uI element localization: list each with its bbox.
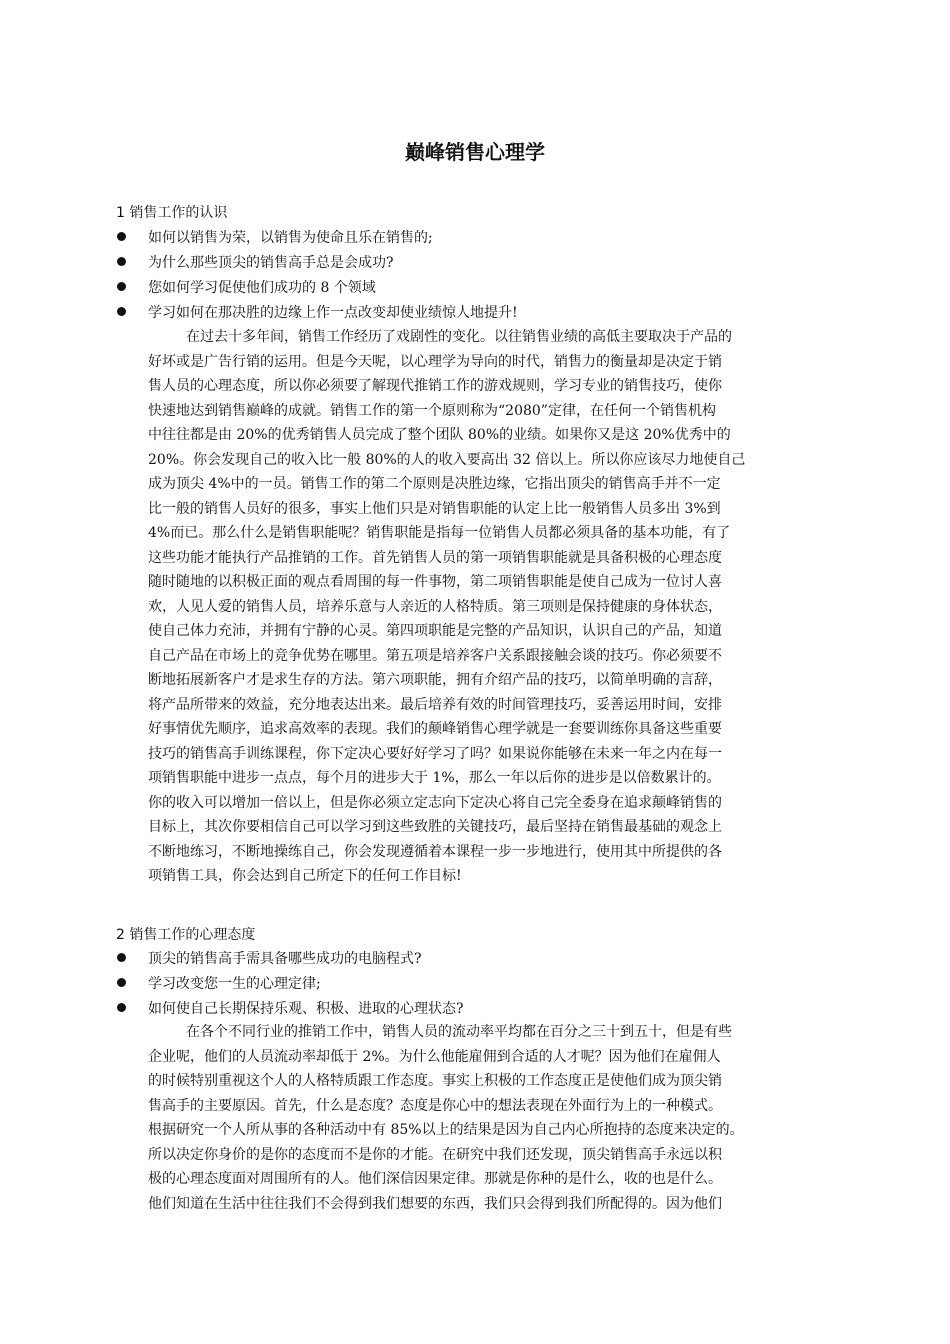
paragraph-line: 自己产品在市场上的竞争优势在哪里。第五项是培养客户关系跟接触会谈的技巧。你必须要不 — [148, 647, 722, 664]
bullet-item — [116, 249, 518, 274]
section-2-bullet-list — [116, 945, 464, 1020]
paragraph-line: 极的心理态度面对周围所有的人。他们深信因果定律。那就是你种的是什么，收的也是什么。 — [148, 1171, 722, 1187]
paragraph-line: 好坏或是广告行销的运用。但是今天呢，以心理学为导向的时代，销售力的衡量却是决定于销 — [148, 353, 722, 370]
paragraph-line: 你的收入可以增加一倍以上，但是你必须立定志向下定决心将自己完全委身在追求颠峰销售的 — [148, 794, 722, 811]
bullet-icon — [117, 307, 126, 316]
paragraph-line: 欢，人见人爱的销售人员，培养乐意与人亲近的人格特质。第三项则是保持健康的身体状态， — [148, 598, 722, 615]
paragraph-line: 的时候特别重视这个人的人格特质跟工作态度。事实上积极的工作态度正是使他们成为顶尖销 — [148, 1073, 722, 1089]
section-1-paragraph — [148, 325, 745, 889]
paragraph-line: 比一般的销售人员好的很多，事实上他们只是对销售职能的认定上比一般销售人员多出 3%到 — [148, 500, 721, 517]
bullet-icon — [117, 1003, 126, 1012]
paragraph-line: 技巧的销售高手训练课程，你下定决心要好好学习了吗？如果说你能够在未来一年之内在每一 — [148, 745, 722, 762]
paragraph-line: 不断地练习，不断地操练自己，你会发现遵循着本课程一步一步地进行，使用其中所提供的各 — [148, 843, 722, 860]
section-1-heading: 1 销售工作的认识 — [116, 205, 228, 221]
paragraph-line: 快速地达到销售巅峰的成就。销售工作的第一个原则称为“2080”定律，在任何一个销售机构 — [148, 402, 716, 419]
paragraph-line: 好事情优先顺序，追求高效率的表现。我们的颠峰销售心理学就是一套要训练你具备这些重要 — [148, 721, 722, 737]
bullet-item — [116, 274, 518, 299]
paragraph-line: 随时随地的以积极正面的观点看周围的每一件事物，第二项销售职能是使自己成为一位讨人喜 — [148, 574, 722, 590]
bullet-item — [116, 970, 464, 995]
paragraph-line: 售人员的心理态度，所以你必须要了解现代推销工作的游戏规则，学习专业的销售技巧，使你 — [148, 378, 722, 394]
paragraph-line: 使自己体力充沛，并拥有宁静的心灵。第四项职能是完整的产品知识，认识自己的产品，知道 — [148, 623, 722, 639]
bullet-text: 学习如何在那决胜的边缘上作一点改变却使业绩惊人地提升! — [148, 304, 518, 321]
bullet-icon — [117, 282, 126, 291]
paragraph-line: 根据研究一个人所从事的各种活动中有 85%以上的结果是因为自己内心所抱持的态度来决定的。 — [148, 1122, 744, 1138]
bullet-item — [116, 299, 518, 324]
bullet-text: 顶尖的销售高手需具备哪些成功的电脑程式? — [148, 950, 422, 967]
paragraph-line: 售高手的主要原因。首先，什么是态度？态度是你心中的想法表现在外面行为上的一种模式。 — [148, 1097, 722, 1114]
paragraph-line: 中往往都是由 20%的优秀销售人员完成了整个团队 80%的业绩。如果你又是这 20%优秀中的 — [148, 427, 731, 443]
bullet-icon — [117, 978, 126, 987]
section-2-heading: 2 销售工作的心理态度 — [116, 927, 256, 943]
paragraph-line: 所以决定你身价的是你的态度而不是你的才能。在研究中我们还发现，顶尖销售高手永远以积 — [148, 1146, 722, 1163]
paragraph-line: 企业呢，他们的人员流动率却低于 2%。为什么他能雇佣到合适的人才呢？因为他们在雇佣人 — [148, 1048, 721, 1065]
section-1-bullet-list — [116, 224, 518, 324]
paragraph-line: 他们知道在生活中往往我们不会得到我们想要的东西，我们只会得到我们所配得的。因为他们 — [148, 1195, 722, 1212]
bullet-item — [116, 224, 518, 249]
bullet-text: 您如何学习促使他们成功的 8 个领域 — [148, 279, 376, 296]
bullet-icon — [117, 953, 126, 962]
paragraph-line: 在各个不同行业的推销工作中，销售人员的流动率平均都在百分之三十到五十，但是有些 — [186, 1024, 732, 1040]
paragraph-line: 20%。你会发现自己的收入比一般 80%的人的收入要高出 32 倍以上。所以你应该尽力地使自己 — [148, 451, 746, 468]
paragraph-line: 项销售职能中进步一点点，每个月的进步大于 1%，那么一年以后你的进步是以倍数累计的。 — [148, 770, 721, 786]
bullet-text: 如何以销售为荣，以销售为使命且乐在销售的; — [148, 229, 433, 246]
paragraph-line: 项销售工具，你会达到自己所定下的任何工作目标! — [148, 868, 462, 884]
document-title: 巅峰销售心理学 — [405, 140, 545, 164]
bullet-text: 为什么那些顶尖的销售高手总是会成功? — [148, 254, 394, 271]
paragraph-line: 目标上，其次你要相信自己可以学习到这些致胜的关键技巧，最后坚持在销售最基础的观念上 — [148, 819, 722, 835]
bullet-item — [116, 945, 464, 970]
bullet-item — [116, 995, 464, 1020]
paragraph-line: 这些功能才能执行产品推销的工作。首先销售人员的第一项销售职能就是具备积极的心理态度 — [148, 549, 722, 566]
bullet-text: 学习改变您一生的心理定律; — [148, 975, 321, 992]
paragraph-line: 在过去十多年间，销售工作经历了戏剧性的变化。以往销售业绩的高低主要取决于产品的 — [186, 329, 732, 345]
bullet-text: 如何使自己长期保持乐观、积极、进取的心理状态? — [148, 1000, 464, 1017]
paragraph-line: 将产品所带来的效益，充分地表达出来。最后培养有效的时间管理技巧，妥善运用时间，安排 — [148, 696, 722, 713]
bullet-icon — [117, 257, 126, 266]
paragraph-line: 4%而已。那么什么是销售职能呢？销售职能是指每一位销售人员都必须具备的基本功能，有了 — [148, 525, 731, 541]
paragraph-line: 断地拓展新客户才是求生存的方法。第六项职能，拥有介绍产品的技巧，以简单明确的言辞， — [148, 672, 722, 688]
bullet-icon — [117, 232, 126, 241]
section-2-paragraph — [148, 1020, 744, 1216]
paragraph-line: 成为顶尖 4%中的一员。销售工作的第二个原则是决胜边缘，它指出顶尖的销售高手并不一定 — [148, 476, 721, 492]
